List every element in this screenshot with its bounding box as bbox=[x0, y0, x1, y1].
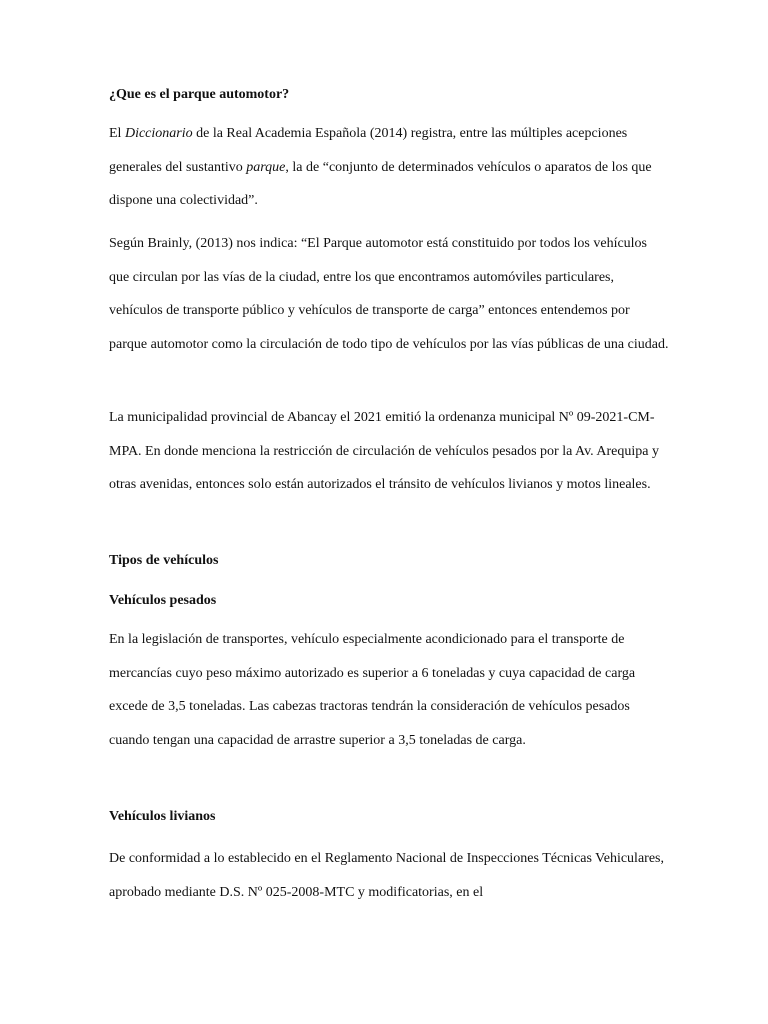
p1-italic-parque: parque bbox=[246, 159, 286, 175]
heading-parque-automotor: ¿Que es el parque automotor? bbox=[109, 87, 290, 102]
paragraph-brainly: Según Brainly, (2013) nos indica: “El Parque automotor está constituido por todos los vehículos que circulan por las vías de la ciudad, entre los que encontramos automóviles particulares, vehículos de transporte público y vehículos de transporte de carga” entonces entendemos por parque automotor como la circulación de todo tipo de vehículos por las vías públicas de una ciudad. bbox=[109, 236, 669, 352]
p1-text-1: El bbox=[109, 126, 125, 141]
paragraph-diccionario bbox=[109, 117, 669, 218]
paragraph-livianos: De conformidad a lo establecido en el Reglamento Nacional de Inspecciones Técnicas Vehiculares, aprobado mediante D.S. Nº 025-2008-MTC y modificatorias, en el bbox=[109, 851, 664, 900]
paragraph-ordenanza: La municipalidad provincial de Abancay el 2021 emitió la ordenanza municipal Nº 09-2021-CM-MPA. En donde menciona la restricción de circulación de vehículos pesados por la Av. Arequipa y otras avenidas, entonces solo están autorizados el tránsito de vehículos livianos y motos lineales. bbox=[109, 410, 659, 493]
p1-text-2: de la Real Academia Española (2014) registra, entre las múltiples acepciones generales del sustantivo bbox=[109, 126, 628, 175]
p1-text-3: , la de “conjunto de determinados vehículos o aparatos de los que dispone una colectividad”. bbox=[109, 159, 652, 209]
p1-italic-diccionario: Diccionario bbox=[124, 126, 193, 141]
heading-vehiculos-pesados: Vehículos pesados bbox=[109, 593, 217, 608]
heading-tipos-de-vehiculos: Tipos de vehículos bbox=[109, 553, 219, 568]
paragraph-pesados: En la legislación de transportes, vehículo especialmente acondicionado para el transporte de mercancías cuyo peso máximo autorizado es superior a 6 toneladas y cuya capacidad de carga excede de 3,5 toneladas. Las cabezas tractoras tendrán la consideración de vehículos pesados cuando tengan una capacidad de arrastre superior a 3,5 toneladas de carga. bbox=[109, 632, 636, 748]
heading-vehiculos-livianos: Vehículos livianos bbox=[109, 809, 216, 824]
